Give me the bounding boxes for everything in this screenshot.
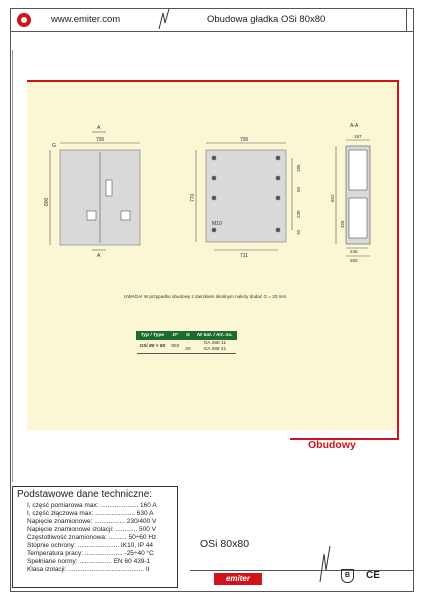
col-g: G — [182, 332, 193, 340]
type-table — [136, 331, 237, 354]
section-label-aa: A-A — [350, 123, 359, 129]
specs-list — [13, 502, 177, 574]
spec-item: Spełniane normy: .................. EN 60 439-1 — [27, 557, 151, 565]
page-header — [11, 9, 413, 32]
spec-item: I, część złączowa max: ...................... 630 A — [27, 509, 154, 517]
cell-art-top: GA 288 11 — [203, 341, 227, 346]
side-top-dim: 197 — [354, 134, 362, 139]
panel-border-top — [27, 80, 399, 82]
back-view — [190, 137, 301, 259]
col-type: Typ / Type — [137, 332, 169, 340]
back-dim-50: 50 — [296, 186, 301, 192]
side-bottom-dim-2: 260 — [350, 258, 358, 263]
back-width-dim: 795 — [240, 137, 249, 143]
spec-item: Napięcie znamionowe izolacji: ............ 500 V — [27, 525, 156, 533]
cell-g-top: - — [187, 341, 189, 346]
section-label-a-bottom: A — [97, 253, 101, 259]
back-dim-10: 10 — [296, 229, 301, 235]
zigzag-divider-icon — [157, 9, 171, 31]
product-name: OSi 80x80 — [200, 538, 250, 550]
side-bottom-dim-1: 245 — [350, 249, 358, 254]
front-width-dim: 795 — [96, 137, 105, 143]
label-m10: M10 — [212, 221, 222, 227]
table-row — [137, 340, 237, 354]
spec-item: Temperatura pracy: ..................... -25÷40 °C — [27, 549, 154, 557]
emiter-logo-icon — [17, 13, 31, 27]
back-bottom-dim: 711 — [240, 253, 248, 259]
website-link[interactable]: www.emiter.com — [51, 14, 121, 25]
side-inner-dim: 326 — [340, 220, 345, 228]
ce-mark-icon: CE — [366, 570, 380, 581]
front-height-dim: 800 — [44, 197, 50, 206]
spec-item: Napięcie znamionowe: ................. 230/400 V — [27, 517, 157, 525]
cell-art-bottom: GA 288 21 — [203, 346, 227, 352]
label-g: G — [52, 143, 56, 149]
spec-item: I, część pomiarowa max: ..................... 160 A — [27, 502, 157, 509]
cell-d: 802 — [168, 340, 182, 354]
document-title: Obudowa gładka OSi 80x80 — [207, 14, 326, 25]
back-dim-230: 230 — [296, 210, 301, 218]
spec-item: Klasa izolacji: .......................................... II — [27, 565, 150, 573]
specs-heading: Podstawowe dane techniczne: — [17, 489, 153, 500]
header-divider — [406, 9, 407, 31]
left-margin-line — [12, 50, 13, 482]
technical-drawing — [40, 110, 390, 270]
front-view — [44, 125, 140, 259]
category-label: Obudowy — [308, 439, 356, 451]
back-dim-185: 185 — [296, 164, 301, 172]
col-d: D* — [168, 332, 182, 340]
spec-item: Stopnie ochrony: ....................... IK10, IP 44 — [27, 541, 153, 549]
brand-logo: emiter — [214, 573, 262, 585]
panel-border-right — [397, 80, 399, 440]
cell-g — [182, 340, 193, 354]
spec-item: Częstotliwość znamionowa: .......... 50÷60 Hz — [27, 533, 157, 541]
specs-box — [12, 486, 178, 588]
cell-art — [194, 340, 237, 354]
cell-type: OSi 80 × 80 — [137, 340, 169, 354]
footer-divider — [190, 570, 414, 571]
side-height-dim: 652 — [330, 194, 335, 202]
back-height-dim: 770 — [190, 193, 196, 202]
cell-g-bottom: 20 — [185, 346, 191, 352]
zigzag-footer-icon — [318, 544, 332, 584]
col-art: Nr kat. / Art. no. — [194, 332, 237, 340]
side-section — [330, 123, 370, 263]
b-cert-icon: B — [341, 569, 354, 583]
installation-note: UWAGA! W przypadku obudowy z daszkiem skośnym należy dodać G = 20 mm — [124, 294, 287, 299]
section-label-a-top: A — [97, 125, 101, 131]
